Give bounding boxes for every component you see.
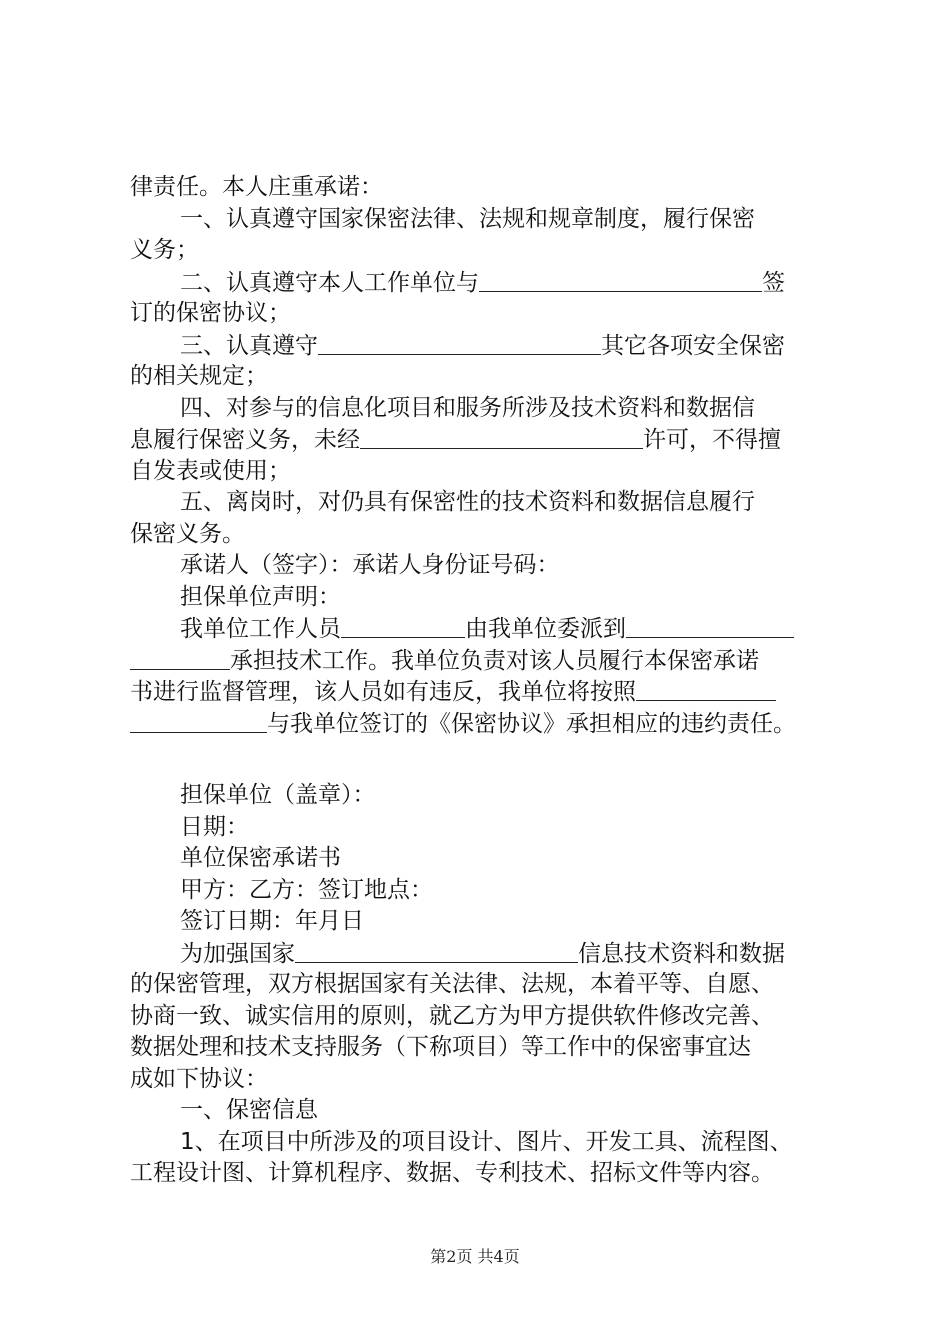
fill-in-blank: [626, 613, 794, 638]
page-indicator: 第2页 共4页: [430, 1247, 520, 1266]
text-line: [130, 519, 830, 551]
fill-in-blank: [130, 645, 230, 670]
text-line: [130, 969, 830, 1001]
text-line: [130, 330, 830, 362]
fill-in-blank: [479, 267, 762, 292]
text-line: [130, 172, 830, 204]
text-segment: 甲方：乙方：签订地点：: [180, 876, 433, 903]
fill-in-blank: [318, 330, 601, 355]
text-line: [130, 780, 830, 812]
text-segment: 数据处理和技术支持服务（下称项目）等工作中的保密事宜达: [130, 1034, 751, 1060]
text-segment: 日期：: [180, 813, 249, 840]
text-segment: 四、对参与的信息化项目和服务所涉及技术资料和数据信: [180, 394, 755, 421]
text-line: [130, 1064, 830, 1096]
text-segment: 律责任。本人庄重承诺：: [130, 174, 383, 200]
text-line: [130, 875, 830, 907]
text-line: [130, 645, 830, 677]
text-segment: 义务；: [130, 237, 199, 263]
text-line: [130, 550, 830, 582]
text-segment: 许可，不得擅: [643, 427, 781, 453]
text-line: [130, 613, 830, 645]
text-segment: 1、在项目中所涉及的项目设计、图片、开发工具、流程图、: [180, 1128, 793, 1155]
text-line: [130, 812, 830, 844]
text-segment: 其它各项安全保密: [601, 332, 785, 359]
text-line: [130, 361, 830, 393]
text-segment: 签订日期：年月日: [180, 908, 364, 934]
text-segment: 担保单位声明：: [180, 583, 341, 610]
fill-in-blank: [130, 708, 267, 733]
text-segment: 一、保密信息: [180, 1097, 318, 1123]
text-line: [130, 1032, 830, 1064]
text-line: [130, 298, 830, 330]
text-segment: 订的保密协议；: [130, 300, 291, 326]
text-segment: 自发表或使用；: [130, 457, 291, 484]
text-line: [130, 676, 830, 708]
text-segment: 的保密管理，双方根据国家有关法律、法规，本着平等、自愿、: [130, 971, 774, 997]
text-line: [130, 906, 830, 938]
text-segment: 签: [762, 269, 785, 296]
text-segment: 协商一致、诚实信用的原则，就乙方为甲方提供软件修改完善、: [130, 1002, 774, 1029]
text-line: [130, 1001, 830, 1033]
text-segment: 我单位工作人员: [180, 616, 341, 642]
text-segment: 与我单位签订的《保密协议》承担相应的违约责任。: [267, 710, 796, 737]
text-line: [130, 267, 830, 299]
text-segment: 担保单位（盖章）：: [180, 782, 376, 808]
text-segment: 为加强国家: [180, 940, 295, 967]
text-line: [130, 235, 830, 267]
text-segment: 保密义务。: [130, 520, 245, 547]
text-line: [130, 708, 830, 740]
text-segment: 单位保密承诺书: [180, 845, 341, 871]
text-segment: 息履行保密义务，未经: [130, 427, 360, 453]
fill-in-blank: [360, 424, 643, 449]
text-segment: 承担技术工作。我单位负责对该人员履行本保密承诺: [230, 647, 759, 674]
text-segment: 三、认真遵守: [180, 332, 318, 359]
text-line: [130, 938, 830, 970]
fill-in-blank: [636, 676, 776, 701]
text-segment: 信息技术资料和数据: [578, 940, 785, 967]
text-segment: 承诺人（签字）：承诺人身份证号码：: [180, 552, 560, 578]
text-line: [130, 456, 830, 488]
blank-line: [130, 739, 830, 780]
text-segment: 由我单位委派到: [465, 616, 626, 642]
text-line: [130, 1127, 830, 1159]
text-line: [130, 487, 830, 519]
text-segment: 的相关规定；: [130, 363, 268, 389]
text-segment: 五、离岗时，对仍具有保密性的技术资料和数据信息履行: [180, 489, 755, 515]
text-line: [130, 204, 830, 236]
page-number-footer: [0, 1244, 950, 1267]
text-segment: 书进行监督管理，该人员如有违反，我单位将按照: [130, 679, 636, 705]
text-line: [130, 393, 830, 425]
section-heading: [130, 1095, 830, 1127]
fill-in-blank: [295, 938, 578, 963]
text-segment: 一、认真遵守国家保密法律、法规和规章制度，履行保密: [180, 205, 755, 232]
text-line: [130, 1158, 830, 1190]
fill-in-blank: [341, 613, 465, 638]
section-title: [130, 843, 830, 875]
document-body: [130, 172, 830, 1190]
text-line: [130, 582, 830, 614]
text-segment: 成如下协议：: [130, 1065, 268, 1092]
text-line: [130, 424, 830, 456]
text-segment: 工程设计图、计算机程序、数据、专利技术、招标文件等内容。: [130, 1160, 774, 1186]
text-segment: 二、认真遵守本人工作单位与: [180, 269, 479, 296]
